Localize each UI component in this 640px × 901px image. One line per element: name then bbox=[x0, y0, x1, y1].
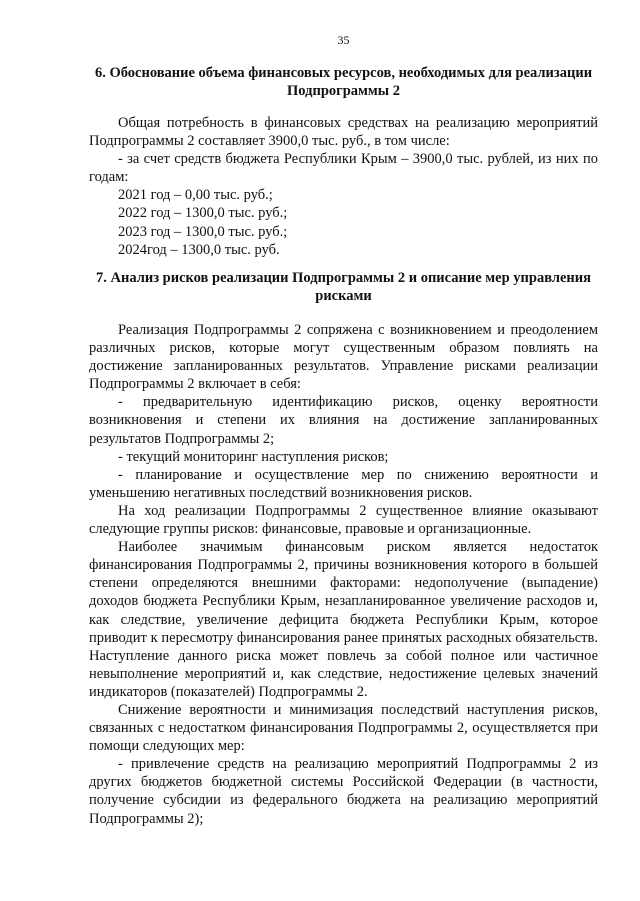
section-7-body bbox=[89, 321, 598, 828]
section-6-heading: 6. Обоснование объема финансовых ресурсов, необходимых для реализации Подпрограммы 2 bbox=[94, 65, 593, 99]
financial-risk-paragraph: Наиболее значимым финансовым риском является недостаток финансирования Подпрограммы 2, причины возникновения которого в большей степени определяются внешними факторами: недополучение (выпадение) доходов бюджета Республики Крым, незапланированное увеличение расходов и, как следствие, увеличение дефицита бюджета Республики Крым, которое приводит к пересмотру финансирования ранее принятых расходных обязательств. Наступление данного риска может повлечь за собой полное или частичное невыполнение мероприятий и, как следствие, недостижение целевых значений индикаторов (показателей) Подпрограммы 2. bbox=[89, 539, 598, 700]
risk-management-paragraph: Реализация Подпрограммы 2 сопряжена с возникновением и преодолением различных рисков, которые могут существенным образом повлиять на достижение запланированных результатов. Управление рисками реализации Подпрограммы 2 включает в себя: bbox=[89, 322, 598, 393]
risk-mitigation-item: - планирование и осуществление мер по снижению вероятности и уменьшению негативных последствий возникновения рисков. bbox=[89, 466, 598, 501]
section-7-heading: 7. Анализ рисков реализации Подпрограммы 2 и описание мер управления рисками bbox=[96, 270, 591, 304]
year-line-2024: 2024год – 1300,0 тыс. руб. bbox=[118, 241, 280, 258]
page-number: 35 bbox=[337, 33, 350, 47]
year-line-2022: 2022 год – 1300,0 тыс. руб.; bbox=[118, 205, 288, 222]
section-6-body bbox=[89, 114, 598, 259]
risk-reduction-paragraph: Снижение вероятности и минимизация последствий наступления рисков, связанных с недостатком финансирования Подпрограммы 2, осуществляется при помощи следующих мер: bbox=[89, 701, 598, 755]
funding-attraction-item: - привлечение средств на реализацию мероприятий Подпрограммы 2 из других бюджетов бюджетной системы Российской Федерации (в частности, получение субсидии из федерального бюджета на реализацию мероприятий Подпрограммы 2); bbox=[89, 756, 598, 827]
budget-source-paragraph: - за счет средств бюджета Республики Крым – 3900,0 тыс. рублей, из них по годам: bbox=[89, 151, 598, 186]
year-line-2021: 2021 год – 0,00 тыс. руб.; bbox=[118, 187, 273, 204]
year-line-2023: 2023 год – 1300,0 тыс. руб.; bbox=[118, 223, 288, 240]
risk-groups-paragraph: На ход реализации Подпрограммы 2 существенное влияние оказывают следующие группы рисков: финансовые, правовые и организационные. bbox=[89, 502, 598, 538]
risk-identification-item: - предварительную идентификацию рисков, оценку вероятности возникновения и степени их влияния на достижение запланированных результатов Подпрограммы 2; bbox=[89, 394, 598, 447]
risk-monitoring-item: - текущий мониторинг наступления рисков; bbox=[118, 448, 389, 465]
financing-intro-paragraph: Общая потребность в финансовых средствах на реализацию мероприятий Подпрограммы 2 составляет 3900,0 тыс. руб., в том числе: bbox=[89, 115, 598, 150]
